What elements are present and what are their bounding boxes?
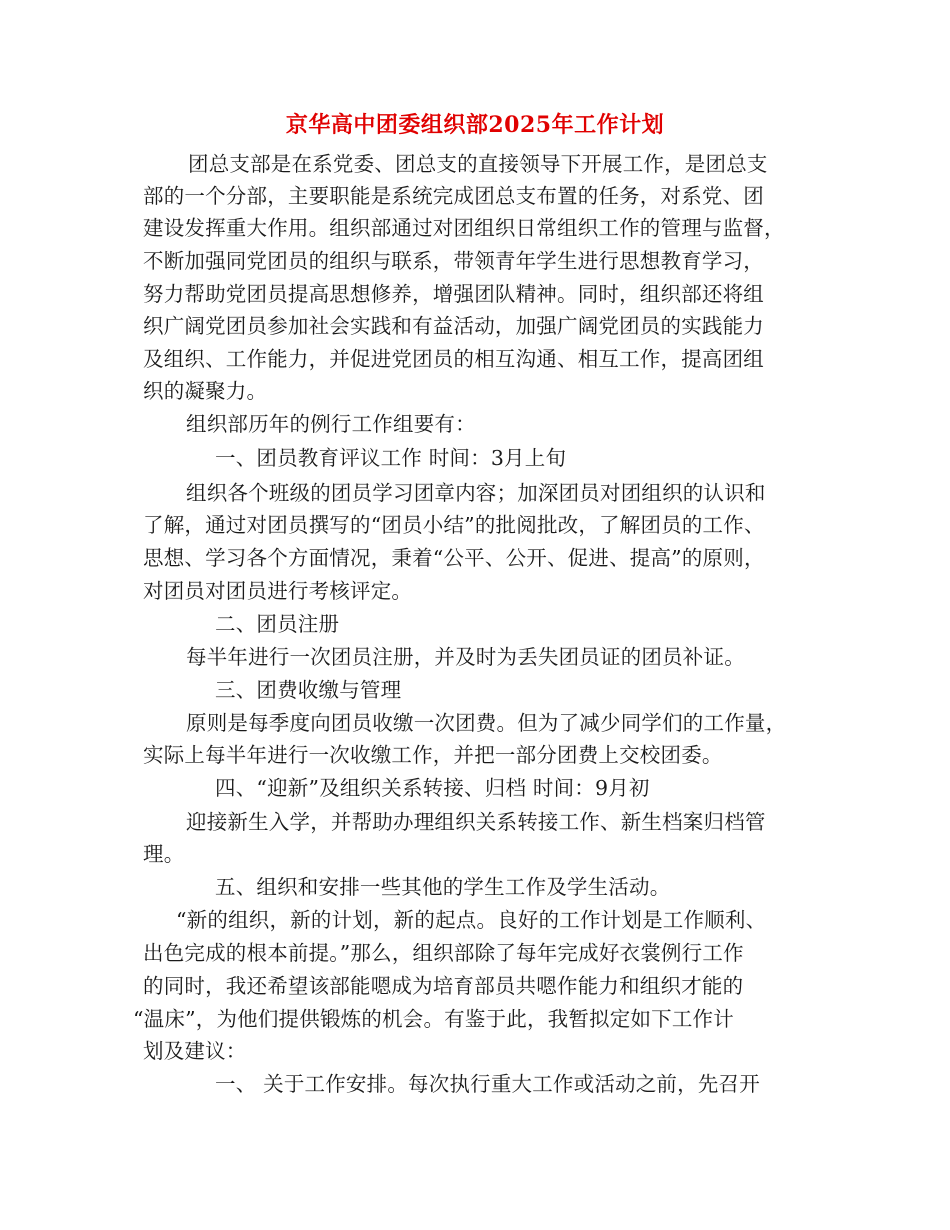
body-line: 了解，通过对团员撰写的“团员小结”的批阅批改，了解团员的工作、 — [143, 513, 765, 537]
body-line: 努力帮助党团员提高思想修养，增强团队精神。同时，组织部还将组 — [143, 282, 764, 306]
body-line: 组织部历年的例行工作组要有： — [186, 412, 476, 436]
section-heading: 一、 关于工作安排。每次执行重大工作或活动之前，先召开 — [215, 1072, 760, 1096]
section-heading: 二、团员注册 — [215, 612, 340, 636]
body-line: “温床”，为他们提供锻炼的机会。有鉴于此，我暂拟定如下工作计 — [133, 1007, 734, 1031]
section-heading: 三、团费收缴与管理 — [215, 678, 402, 702]
body-line: 不断加强同党团员的组织与联系，带领青年学生进行思想教育学习， — [143, 249, 764, 273]
body-line: 原则是每季度向团员收缴一次团费。但为了减少同学们的工作量， — [186, 711, 787, 735]
body-line: 及组织、工作能力，并促进党团员的相互沟通、相互工作，提高团组 — [143, 347, 764, 371]
body-line: 织广阔党团员参加社会实践和有益活动，加强广阔党团员的实践能力 — [143, 314, 764, 338]
body-line: 部的一个分部，主要职能是系统完成团总支布置的任务，对系党、团 — [143, 184, 764, 208]
body-line: 划及建议： — [143, 1039, 247, 1063]
body-line: 实际上每半年进行一次收缴工作，并把一部分团费上交校团委。 — [143, 743, 723, 767]
body-line: 每半年进行一次团员注册，并及时为丢失团员证的团员补证。 — [186, 645, 745, 669]
body-line: 组织各个班级的团员学习团章内容；加深团员对团组织的认识和 — [186, 481, 766, 505]
body-line: 出色完成的根本前提。”那么，组织部除了每年完成好衣裳例行工作 — [143, 941, 744, 965]
body-line: 对团员对团员进行考核评定。 — [143, 579, 413, 603]
body-line: 织的凝聚力。 — [143, 379, 268, 403]
section-heading: 四、“迎新”及组织关系转接、归档 时间：9月初 — [215, 776, 650, 800]
section-heading: 一、团员教育评议工作 时间：3月上旬 — [215, 446, 567, 470]
body-line: 理。 — [143, 842, 185, 866]
section-heading: 五、组织和安排一些其他的学生工作及学生活动。 — [215, 875, 671, 899]
body-line: 迎接新生入学，并帮助办理组织关系转接工作、新生档案归档管 — [186, 810, 766, 834]
body-line: “新的组织，新的计划，新的起点。良好的工作计划是工作顺利、 — [176, 908, 767, 932]
body-line: 思想、学习各个方面情况，秉着“公平、公开、促进、提高”的原则， — [143, 546, 765, 570]
body-line: 建设发挥重大作用。组织部通过对团组织日常组织工作的管理与监督， — [143, 216, 785, 240]
body-line: 的同时，我还希望该部能嗯成为培育部员共嗯作能力和组织才能的 — [143, 974, 744, 998]
body-line: 团总支部是在系党委、团总支的直接领导下开展工作，是团总支 — [188, 152, 768, 176]
document-title: 京华高中团委组织部2025年工作计划 — [285, 112, 665, 138]
